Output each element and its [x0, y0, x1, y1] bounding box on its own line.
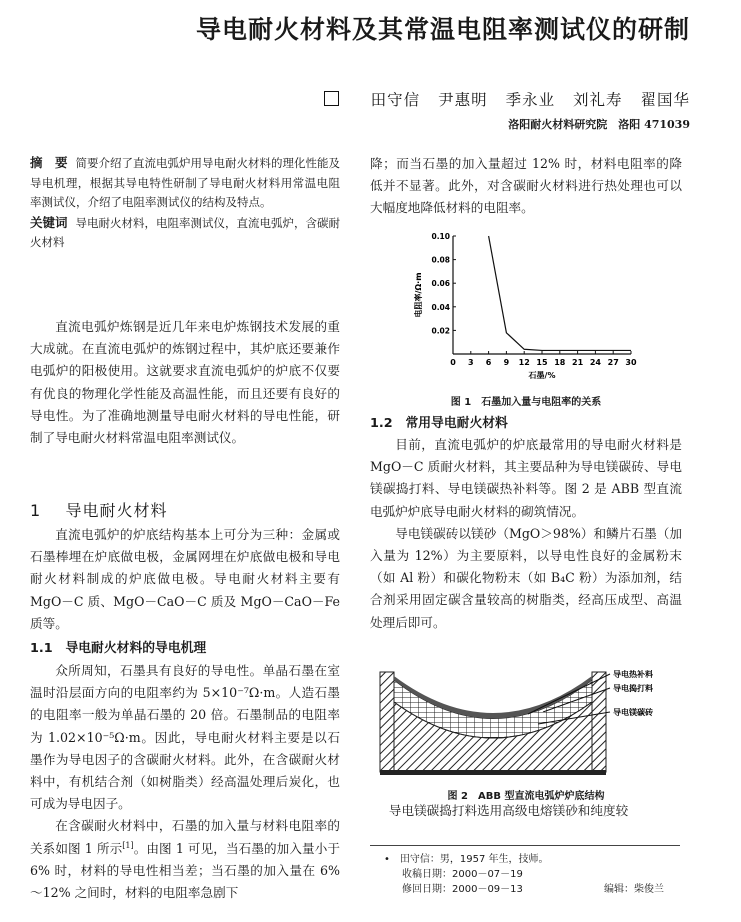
x-tick-label: 15 [536, 358, 548, 367]
x-tick-label: 12 [518, 358, 530, 367]
citation-ref[interactable]: [1] [122, 840, 134, 850]
paragraph-1-2b: 导电镁碳砖以镁砂（MgO＞98%）和鳞片石墨（加入量为 12%）为主要原料，以导电性良好的金属粉末（如 Al 粉）和碳化物粉末（如 B₄C 粉）为添加剂，结合剂采用固定碳含量较高的树脂类，经高压成型、高温处理后即可。 [370, 525, 682, 630]
checkbox-square-icon [324, 91, 339, 106]
furnace-diagram-svg [378, 662, 678, 777]
author-name: 刘礼寿 [573, 91, 623, 109]
footnote-received: 收稿日期：2000－07－19 [402, 869, 523, 880]
subsection-heading-1-2: 1.2 常用导电耐火材料 [370, 416, 508, 431]
y-tick-label: 0.02 [431, 326, 450, 336]
keywords-label: 关键词 [30, 214, 68, 230]
x-tick-label: 30 [625, 358, 637, 367]
label-mgo-c-brick: 导电镁碳砖 [613, 708, 653, 717]
author-name: 翟国华 [640, 91, 690, 109]
subsection-heading-1-1: 1.1 导电耐火材料的导电机理 [30, 641, 207, 656]
paper-title: 导电耐火材料及其常温电阻率测试仪的研制 [195, 15, 690, 44]
intro-paragraph [30, 316, 340, 449]
subsection-1-1-body [30, 660, 340, 904]
x-tick-label: 18 [554, 358, 566, 367]
chart-svg [405, 228, 655, 388]
footnote [384, 852, 684, 897]
figure-2-diagram [378, 662, 678, 777]
y-tick-label: 0.08 [431, 255, 450, 265]
figure-1-chart [405, 228, 655, 388]
x-tick-label: 6 [485, 358, 492, 367]
paragraph-text: 在含碳耐火材料中，石墨的加入量与材料电阻率的关系如图 1 所示 [30, 818, 340, 856]
intro-text: 直流电弧炉炼钢是近几年来电炉炼钢技术发展的重大成就。在直流电弧炉的炼钢过程中，其炉底还要兼作电弧炉的阳极使用。这就要求直流电弧炉的炉底不仅要有优良的物理化学性能及高温性能，而且还要有良好的导电性。为了准确地测量导电耐火材料的导电性能，研制了导电耐火材料常温电阻率测试仪。 [30, 319, 340, 446]
paragraph-1-1a: 众所周知，石墨具有良好的导电性。单晶石墨在室温时沿层面方向的电阻率约为 5×10⁻⁷Ω·m。人造石墨的电阻率一般为单晶石墨的 20 倍。石墨制品的电阻率为 1.02×10⁻⁵Ω·m。因此，导电耐火材料主要是以石墨作为导电因子的含碳耐火材料。此外，在含碳耐火材料中，有机结合剂（如树脂类）经高温处理后炭化，也可成为导电因子。 [30, 663, 340, 812]
author-name: 田守信 [370, 91, 421, 109]
x-tick-label: 21 [572, 358, 584, 367]
x-axis-label: 石墨/% [528, 371, 556, 380]
paragraph-text: 。由图 1 可见，当石墨的加入量小于 6% 时，材料的导电性相当差；当石墨的加入量在 6%～12% 之间时，材料的电阻率急剧下 [30, 840, 340, 901]
figure-1-caption: 图 1 石墨加入量与电阻率的关系 [450, 397, 602, 408]
keywords-text: 导电耐火材料，电阻率测试仪，直流电弧炉，含碳耐火材料 [30, 215, 341, 249]
furnace-steel-shell [380, 770, 606, 775]
subsection-1-2-body [370, 434, 682, 634]
y-tick-label: 0.10 [431, 232, 450, 241]
furnace-left-wall [380, 672, 394, 772]
author-name: 季永业 [505, 91, 556, 109]
section-heading [30, 498, 340, 521]
x-tick-label: 27 [607, 358, 619, 367]
section-number: 1 [30, 501, 42, 520]
right-top-paragraph [370, 153, 682, 220]
author-line [270, 88, 690, 110]
paragraph-text: 降；而当石墨的加入量超过 12% 时，材料电阻率的降低并不显著。此外，对含碳耐火材料进行热处理也可以大幅度地降低材料的电阻率。 [370, 156, 682, 216]
author-name: 尹惠明 [438, 91, 488, 109]
abstract-text: 简要介绍了直流电弧炉用导电耐火材料的理化性能及导电机理，根据其导电特性研制了导电耐火材料用常温电阻率测试仪，介绍了电阻率测试仪的结构及特点。 [30, 156, 341, 209]
affiliation: 洛阳耐火材料研究院 洛阳 471039 [508, 118, 690, 131]
abstract-label: 摘 要 [30, 155, 68, 170]
footnote-revised: 修回日期：2000－09－13 [402, 884, 523, 895]
x-tick-label: 24 [589, 358, 601, 367]
footnote-marker: • [384, 854, 400, 865]
label-ramming-mass: 导电捣打料 [613, 684, 653, 693]
y-tick-label: 0.04 [431, 302, 450, 312]
y-tick-label: 0.06 [431, 279, 450, 289]
label-hot-repair: 导电热补料 [613, 670, 653, 679]
section-title: 导电耐火材料 [65, 501, 168, 520]
x-tick-label: 3 [468, 358, 474, 367]
paragraph-1-1b [30, 815, 340, 904]
y-axis-label: 电阻率/Ω·m [414, 272, 423, 318]
right-last-line [370, 800, 682, 822]
data-series-line [489, 236, 631, 350]
footnote-rule [370, 845, 680, 846]
footnote-editor: 编辑：柴俊兰 [604, 884, 664, 895]
furnace-right-wall [592, 672, 606, 772]
x-tick-label: 0 [450, 358, 456, 367]
footnote-author: 田守信：男，1957 年生，技师。 [399, 854, 549, 865]
section1-text: 直流电弧炉的炉底结构基本上可分为三种：金属或石墨棒埋在炉底做电极，金属网埋在炉底做电极和导电耐火材料制成的炉底做电极。导电耐火材料主要有 MgO－C 质、MgO－CaO－C 质及 MgO－CaO－Fe 质等。 [30, 527, 340, 631]
x-tick-label: 9 [503, 358, 510, 367]
figure-2-caption: 图 2 ABB 型直流电弧炉炉底结构 [447, 791, 605, 802]
paragraph-text: 导电镁碳捣打料选用高级电熔镁砂和纯度较 [388, 803, 629, 818]
section1-paragraph [30, 524, 340, 635]
paragraph-1-2a: 目前，直流电弧炉的炉底最常用的导电耐火材料是 MgO－C 质耐火材料，其主要品种为导电镁碳砖、导电镁碳捣打料、导电镁碳热补料等。图 2 是 ABB 型直流电弧炉炉底导电耐火材料的砌筑情况。 [370, 437, 682, 519]
abstract-block [30, 153, 340, 253]
